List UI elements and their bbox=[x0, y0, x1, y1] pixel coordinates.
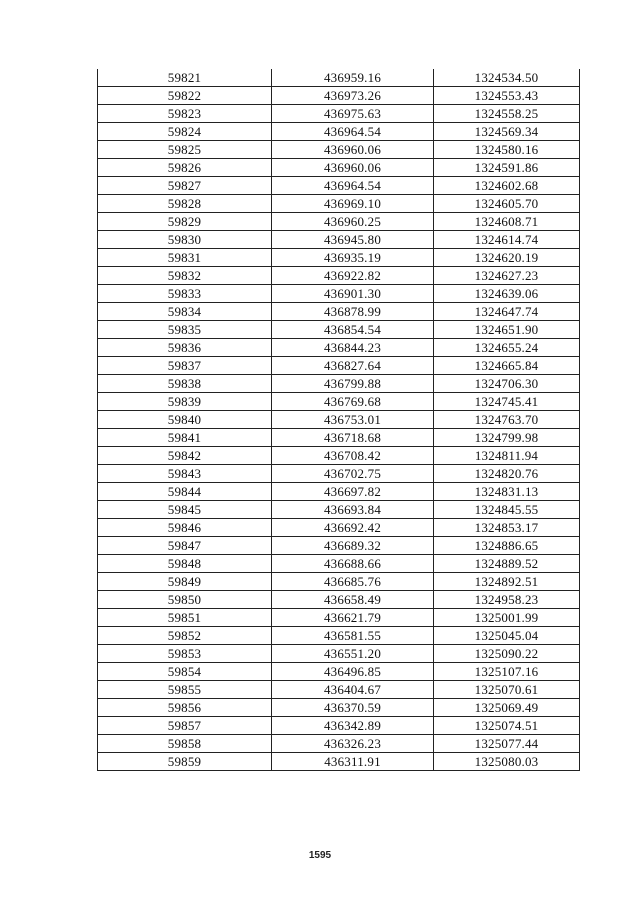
x-coordinate-cell: 436708.42 bbox=[272, 447, 434, 465]
table-row bbox=[98, 501, 580, 519]
table-row bbox=[98, 123, 580, 141]
point-id-cell: 59848 bbox=[98, 555, 272, 573]
point-id-cell: 59850 bbox=[98, 591, 272, 609]
y-coordinate-cell: 1324605.70 bbox=[434, 195, 580, 213]
table-row bbox=[98, 393, 580, 411]
y-coordinate-cell: 1324647.74 bbox=[434, 303, 580, 321]
x-coordinate-cell: 436945.80 bbox=[272, 231, 434, 249]
table-row bbox=[98, 609, 580, 627]
table-row bbox=[98, 231, 580, 249]
x-coordinate-cell: 436718.68 bbox=[272, 429, 434, 447]
x-coordinate-cell: 436844.23 bbox=[272, 339, 434, 357]
y-coordinate-cell: 1325077.44 bbox=[434, 735, 580, 753]
y-coordinate-cell: 1324845.55 bbox=[434, 501, 580, 519]
point-id-cell: 59826 bbox=[98, 159, 272, 177]
point-id-cell: 59836 bbox=[98, 339, 272, 357]
table-row bbox=[98, 447, 580, 465]
table-row bbox=[98, 105, 580, 123]
x-coordinate-cell: 436753.01 bbox=[272, 411, 434, 429]
point-id-cell: 59852 bbox=[98, 627, 272, 645]
y-coordinate-cell: 1324614.74 bbox=[434, 231, 580, 249]
point-id-cell: 59846 bbox=[98, 519, 272, 537]
x-coordinate-cell: 436901.30 bbox=[272, 285, 434, 303]
table-row bbox=[98, 177, 580, 195]
y-coordinate-cell: 1324831.13 bbox=[434, 483, 580, 501]
y-coordinate-cell: 1324706.30 bbox=[434, 375, 580, 393]
x-coordinate-cell: 436693.84 bbox=[272, 501, 434, 519]
y-coordinate-cell: 1324620.19 bbox=[434, 249, 580, 267]
table-row bbox=[98, 735, 580, 753]
y-coordinate-cell: 1324569.34 bbox=[434, 123, 580, 141]
y-coordinate-cell: 1324665.84 bbox=[434, 357, 580, 375]
table-row bbox=[98, 339, 580, 357]
table-row bbox=[98, 411, 580, 429]
x-coordinate-cell: 436922.82 bbox=[272, 267, 434, 285]
x-coordinate-cell: 436960.06 bbox=[272, 141, 434, 159]
y-coordinate-cell: 1324763.70 bbox=[434, 411, 580, 429]
point-id-cell: 59821 bbox=[98, 69, 272, 87]
x-coordinate-cell: 436878.99 bbox=[272, 303, 434, 321]
y-coordinate-cell: 1324602.68 bbox=[434, 177, 580, 195]
table-row bbox=[98, 249, 580, 267]
table-row bbox=[98, 321, 580, 339]
y-coordinate-cell: 1324889.52 bbox=[434, 555, 580, 573]
point-id-cell: 59838 bbox=[98, 375, 272, 393]
y-coordinate-cell: 1324655.24 bbox=[434, 339, 580, 357]
x-coordinate-cell: 436959.16 bbox=[272, 69, 434, 87]
y-coordinate-cell: 1324886.65 bbox=[434, 537, 580, 555]
y-coordinate-cell: 1325090.22 bbox=[434, 645, 580, 663]
page-number: 1595 bbox=[308, 850, 332, 861]
y-coordinate-cell: 1324558.25 bbox=[434, 105, 580, 123]
point-id-cell: 59830 bbox=[98, 231, 272, 249]
point-id-cell: 59834 bbox=[98, 303, 272, 321]
point-id-cell: 59849 bbox=[98, 573, 272, 591]
x-coordinate-cell: 436964.54 bbox=[272, 123, 434, 141]
x-coordinate-cell: 436769.68 bbox=[272, 393, 434, 411]
point-id-cell: 59858 bbox=[98, 735, 272, 753]
x-coordinate-cell: 436827.64 bbox=[272, 357, 434, 375]
y-coordinate-cell: 1324639.06 bbox=[434, 285, 580, 303]
y-coordinate-cell: 1324745.41 bbox=[434, 393, 580, 411]
table-row bbox=[98, 753, 580, 771]
coordinate-table-body bbox=[98, 69, 580, 771]
y-coordinate-cell: 1324958.23 bbox=[434, 591, 580, 609]
table-row bbox=[98, 267, 580, 285]
y-coordinate-cell: 1325080.03 bbox=[434, 753, 580, 771]
table-row bbox=[98, 465, 580, 483]
x-coordinate-cell: 436496.85 bbox=[272, 663, 434, 681]
point-id-cell: 59845 bbox=[98, 501, 272, 519]
point-id-cell: 59842 bbox=[98, 447, 272, 465]
table-row bbox=[98, 303, 580, 321]
x-coordinate-cell: 436799.88 bbox=[272, 375, 434, 393]
point-id-cell: 59822 bbox=[98, 87, 272, 105]
table-row bbox=[98, 681, 580, 699]
y-coordinate-cell: 1325045.04 bbox=[434, 627, 580, 645]
y-coordinate-cell: 1324799.98 bbox=[434, 429, 580, 447]
x-coordinate-cell: 436960.06 bbox=[272, 159, 434, 177]
y-coordinate-cell: 1324853.17 bbox=[434, 519, 580, 537]
y-coordinate-cell: 1324892.51 bbox=[434, 573, 580, 591]
table-row bbox=[98, 285, 580, 303]
x-coordinate-cell: 436697.82 bbox=[272, 483, 434, 501]
table-row bbox=[98, 537, 580, 555]
x-coordinate-cell: 436326.23 bbox=[272, 735, 434, 753]
x-coordinate-cell: 436702.75 bbox=[272, 465, 434, 483]
point-id-cell: 59856 bbox=[98, 699, 272, 717]
table-row bbox=[98, 87, 580, 105]
point-id-cell: 59827 bbox=[98, 177, 272, 195]
x-coordinate-cell: 436311.91 bbox=[272, 753, 434, 771]
point-id-cell: 59844 bbox=[98, 483, 272, 501]
x-coordinate-cell: 436581.55 bbox=[272, 627, 434, 645]
point-id-cell: 59828 bbox=[98, 195, 272, 213]
point-id-cell: 59847 bbox=[98, 537, 272, 555]
point-id-cell: 59831 bbox=[98, 249, 272, 267]
y-coordinate-cell: 1324580.16 bbox=[434, 141, 580, 159]
point-id-cell: 59841 bbox=[98, 429, 272, 447]
table-row bbox=[98, 573, 580, 591]
y-coordinate-cell: 1324553.43 bbox=[434, 87, 580, 105]
table-row bbox=[98, 159, 580, 177]
point-id-cell: 59840 bbox=[98, 411, 272, 429]
table-row bbox=[98, 591, 580, 609]
table-row bbox=[98, 357, 580, 375]
point-id-cell: 59832 bbox=[98, 267, 272, 285]
table-row bbox=[98, 195, 580, 213]
x-coordinate-cell: 436964.54 bbox=[272, 177, 434, 195]
table-row bbox=[98, 375, 580, 393]
x-coordinate-cell: 436975.63 bbox=[272, 105, 434, 123]
table-row bbox=[98, 663, 580, 681]
y-coordinate-cell: 1324651.90 bbox=[434, 321, 580, 339]
x-coordinate-cell: 436973.26 bbox=[272, 87, 434, 105]
table-row bbox=[98, 699, 580, 717]
x-coordinate-cell: 436935.19 bbox=[272, 249, 434, 267]
table-row bbox=[98, 429, 580, 447]
point-id-cell: 59839 bbox=[98, 393, 272, 411]
y-coordinate-cell: 1324608.71 bbox=[434, 213, 580, 231]
x-coordinate-cell: 436404.67 bbox=[272, 681, 434, 699]
coordinate-table bbox=[97, 69, 580, 771]
point-id-cell: 59833 bbox=[98, 285, 272, 303]
y-coordinate-cell: 1324820.76 bbox=[434, 465, 580, 483]
point-id-cell: 59837 bbox=[98, 357, 272, 375]
table-row bbox=[98, 213, 580, 231]
x-coordinate-cell: 436854.54 bbox=[272, 321, 434, 339]
point-id-cell: 59857 bbox=[98, 717, 272, 735]
y-coordinate-cell: 1325070.61 bbox=[434, 681, 580, 699]
y-coordinate-cell: 1324811.94 bbox=[434, 447, 580, 465]
point-id-cell: 59823 bbox=[98, 105, 272, 123]
point-id-cell: 59855 bbox=[98, 681, 272, 699]
x-coordinate-cell: 436692.42 bbox=[272, 519, 434, 537]
x-coordinate-cell: 436370.59 bbox=[272, 699, 434, 717]
y-coordinate-cell: 1325107.16 bbox=[434, 663, 580, 681]
point-id-cell: 59851 bbox=[98, 609, 272, 627]
point-id-cell: 59843 bbox=[98, 465, 272, 483]
table-row bbox=[98, 483, 580, 501]
x-coordinate-cell: 436688.66 bbox=[272, 555, 434, 573]
table-row bbox=[98, 141, 580, 159]
x-coordinate-cell: 436658.49 bbox=[272, 591, 434, 609]
table-row bbox=[98, 69, 580, 87]
y-coordinate-cell: 1325069.49 bbox=[434, 699, 580, 717]
table-row bbox=[98, 717, 580, 735]
x-coordinate-cell: 436342.89 bbox=[272, 717, 434, 735]
x-coordinate-cell: 436551.20 bbox=[272, 645, 434, 663]
x-coordinate-cell: 436689.32 bbox=[272, 537, 434, 555]
table-row bbox=[98, 555, 580, 573]
x-coordinate-cell: 436969.10 bbox=[272, 195, 434, 213]
point-id-cell: 59829 bbox=[98, 213, 272, 231]
point-id-cell: 59825 bbox=[98, 141, 272, 159]
y-coordinate-cell: 1325001.99 bbox=[434, 609, 580, 627]
point-id-cell: 59859 bbox=[98, 753, 272, 771]
y-coordinate-cell: 1324627.23 bbox=[434, 267, 580, 285]
x-coordinate-cell: 436960.25 bbox=[272, 213, 434, 231]
y-coordinate-cell: 1325074.51 bbox=[434, 717, 580, 735]
table-row bbox=[98, 519, 580, 537]
point-id-cell: 59835 bbox=[98, 321, 272, 339]
table-row bbox=[98, 627, 580, 645]
x-coordinate-cell: 436621.79 bbox=[272, 609, 434, 627]
table-row bbox=[98, 645, 580, 663]
point-id-cell: 59824 bbox=[98, 123, 272, 141]
point-id-cell: 59853 bbox=[98, 645, 272, 663]
y-coordinate-cell: 1324534.50 bbox=[434, 69, 580, 87]
point-id-cell: 59854 bbox=[98, 663, 272, 681]
y-coordinate-cell: 1324591.86 bbox=[434, 159, 580, 177]
x-coordinate-cell: 436685.76 bbox=[272, 573, 434, 591]
